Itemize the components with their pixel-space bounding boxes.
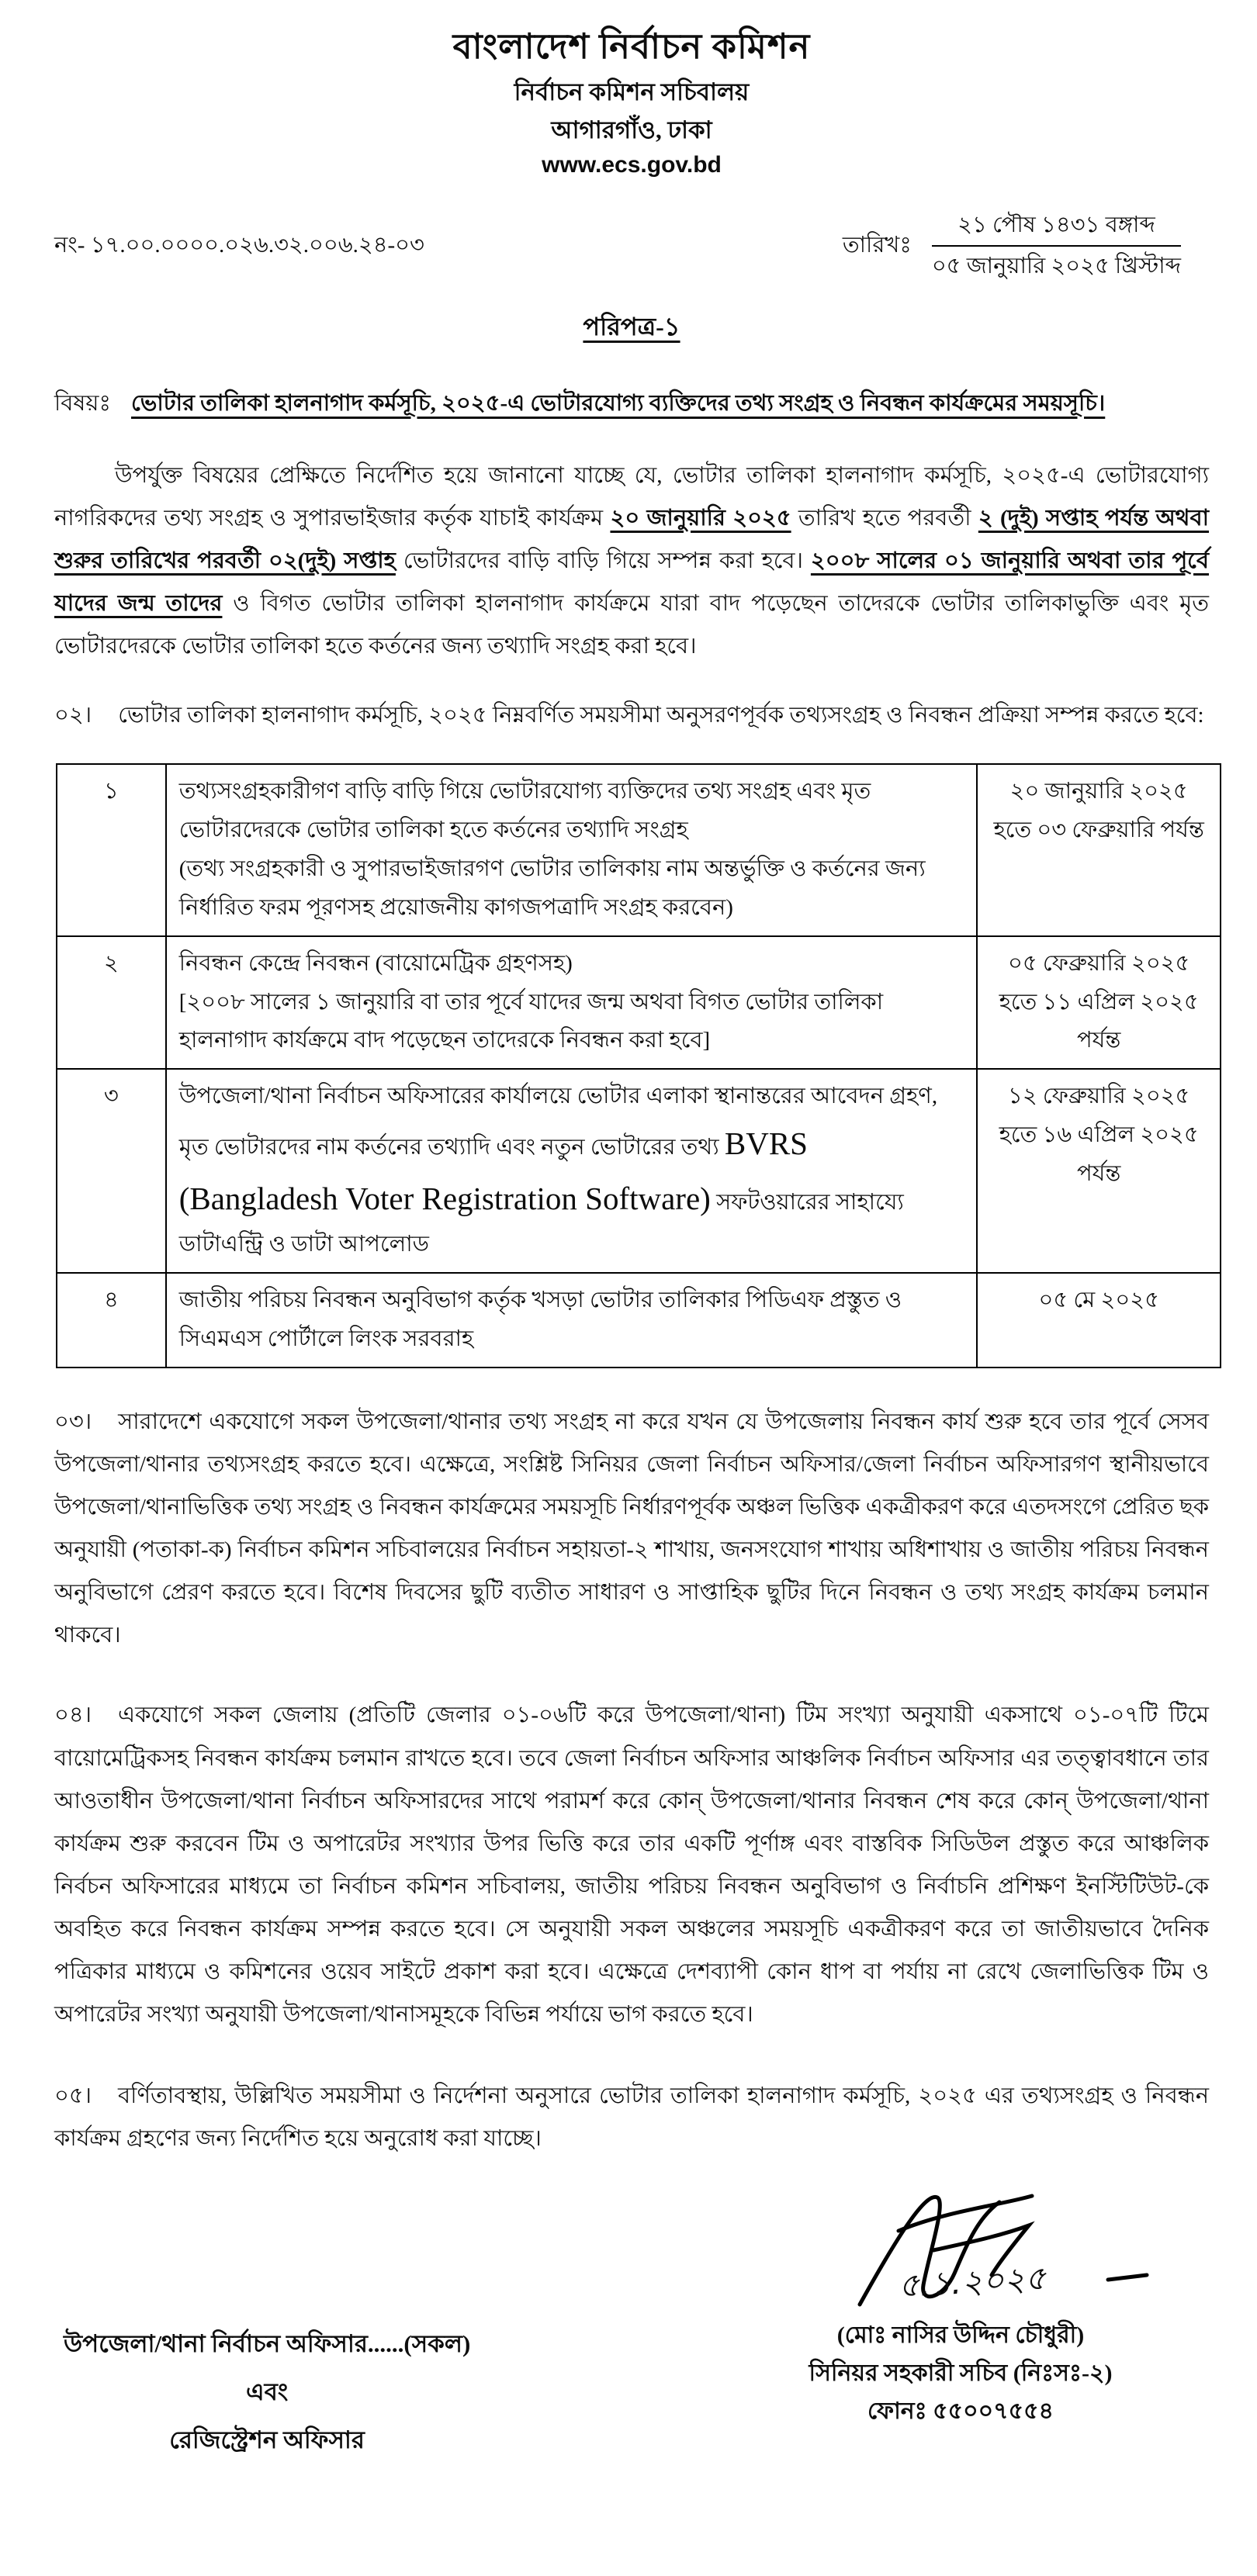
table-row bbox=[57, 764, 1221, 936]
distribution-block bbox=[64, 2320, 470, 2464]
activity-cell bbox=[166, 764, 978, 936]
paragraph-3-text: সারাদেশে একযোগে সকল উপজেলা/থানার তথ্য সংগ্রহ না করে যখন যে উপজেলায় নিবন্ধন কার্য শুরু হবে তার পূর্বে সেসব উপজেলা/থানার তথ্যসংগ্রহ করতে হবে। এক্ষেত্রে, সংশ্লিষ্ট সিনিয়র জেলা নির্বাচন অফিসার/জেলা নির্বাচন অফিসারগণ স্থানীয়ভাবে উপজেলা/থানাভিত্তিক তথ্য সংগ্রহ ও নিবন্ধন কার্যক্রমের সময়সূচি নির্ধারণপূর্বক অঞ্চল ভিত্তিক একত্রীকরণ করে এতদসংগে প্রেরিত ছক অনুযায়ী (পতাকা-ক) নির্বাচন কমিশন সচিবালয়ের নির্বাচন সহায়তা-২ শাখায়, জনসংযোগ শাখায় অধিশাখায় ও জাতীয় পরিচয় নিবন্ধন অনুবিভাগে প্রেরণ করতে হবে। বিশেষ দিবসের ছুটি ব্যতীত সাধারণ ও সাপ্তাহিক ছুটির দিনে নিবন্ধন ও তথ্য সংগ্রহ কার্যক্রম চলমান থাকবে। bbox=[54, 1409, 1209, 1648]
website-url: www.ecs.gov.bd bbox=[542, 152, 722, 178]
activity-note: [২০০৮ সালের ১ জানুয়ারি বা তার পূর্বে যাদের জন্ম অথবা বিগত ভোটার তালিকা হালনাগাদ কার্যক্রমে বাদ পড়েছেন তাদেরকে নিবন্ধন করা হবে] bbox=[178, 989, 884, 1053]
activity-main: নিবন্ধন কেন্দ্রে নিবন্ধন (বায়োমেট্রিক গ্রহণসহ) bbox=[178, 950, 573, 976]
ref-number: নং- ১৭.০০.০০০০.০২৬.৩২.০০৬.২৪-০৩ bbox=[54, 232, 424, 258]
signatory-lines bbox=[743, 2317, 1178, 2430]
activity-note: (তথ্য সংগ্রহকারী ও সুপারভাইজারগণ ভোটার তালিকায় নাম অন্তর্ভুক্তি ও কর্তনের জন্য নির্ধারিত ফরম পূরণসহ প্রয়োজনীয় কাগজপত্রাদি সংগ্রহ করবেন) bbox=[178, 856, 926, 920]
paragraph-4 bbox=[54, 1694, 1209, 2036]
date-label: তারিখঃ bbox=[842, 232, 912, 258]
paragraph-4-text: একযোগে সকল জেলায় (প্রতিটি জেলার ০১-০৬টি করে উপজেলা/থানা) টিম সংখ্যা অনুযায়ী একসাথে ০১-০৭টি টিমে বায়োমেট্রিকসহ নিবন্ধন কার্যক্রম চলমান রাখতে হবে। তবে জেলা নির্বাচন অফিসার আঞ্চলিক নির্বাচন অফিসার এর তত্ত্বাবধানে তার আওতাধীন উপজেলা/থানা নির্বাচন অফিসারদের সাথে পরামর্শ করে কোন্ উপজেলা/থানার নিবন্ধন শেষ করে কোন্ উপজেলা/থানা কার্যক্রম শুরু করবেন টিম ও অপারেটর সংখ্যার উপর ভিত্তি করে তার একটি পূর্ণাঙ্গ এবং বাস্তবিক সিডিউল প্রস্তুত করে আঞ্চলিক নির্বচন অফিসারের মাধ্যমে তা নির্বাচন কমিশন সচিবালয়, জাতীয় পরিচয় নিবন্ধন অনুবিভাগ ও নির্বাচনি প্রশিক্ষণ ইনস্টিটিউট-কে অবহিত করে নিবন্ধন কার্যক্রম সম্পন্ন করতে হবে। সে অনুযায়ী সকল অঞ্চলের সময়সূচি একত্রীকরণ করে তা জাতীয়ভাবে দৈনিক পত্রিকার মাধ্যমে ও কমিশনের ওয়েব সাইটে প্রকাশ করা হবে। এক্ষেত্রে দেশব্যাপী কোন ধাপ বা পর্যায় না রেখে জেলাভিত্তিক টিম ও অপারেটর সংখ্যা অনুযায়ী উপজেলা/থানাসমূহকে বিভিন্ন পর্যায়ে ভাগ করতে হবে। bbox=[54, 1703, 1209, 2028]
paragraph-1-highlight: ২০০৮ সালের ০১ জানুয়ারি অথবা তার পূর্বে যাদের জন্ম তাদের bbox=[54, 548, 1209, 616]
activity-main: সফটওয়ারের সাহায্যে ডাটাএন্ট্রি ও ডাটা আপলোড bbox=[178, 1189, 904, 1257]
paragraph-5 bbox=[54, 2075, 1209, 2160]
paragraph-number: ০২। bbox=[54, 703, 92, 728]
paragraph-1-text: ভোটারদের বাড়ি বাড়ি গিয়ে সম্পন্ন করা হবে। bbox=[395, 548, 811, 573]
schedule-table bbox=[56, 763, 1221, 1368]
activity-cell bbox=[166, 936, 978, 1070]
paragraph-3 bbox=[54, 1401, 1209, 1658]
footer-zone bbox=[54, 2188, 1209, 2553]
paragraph-2-intro bbox=[54, 694, 1209, 737]
table-row bbox=[57, 1273, 1221, 1368]
signature-block bbox=[743, 2188, 1178, 2430]
paragraph-1-text: ও বিগত ভোটার তালিকা হালনাগাদ কার্যক্রমে যারা বাদ পড়েছেন তাদেরকে ভোটার তালিকাভুক্তি এবং মৃত ভোটারদেরকে ভোটার তালিকা হতে কর্তনের জন্য তথ্যাদি সংগ্রহ করা হবে। bbox=[54, 590, 1210, 659]
activity-cell bbox=[166, 1273, 978, 1368]
date-stack bbox=[932, 209, 1181, 284]
paragraph-1-highlight: ২ (দুই) সপ্তাহ পর্যন্ত অথবা শুরুর তারিখের পরবর্তী ০২(দুই) সপ্তাহ bbox=[54, 505, 1210, 573]
letterhead bbox=[54, 22, 1209, 182]
paragraph-5-text: বর্ণিতাবস্থায়, উল্লিখিত সময়সীমা ও নির্দেশনা অনুসারে ভোটার তালিকা হালনাগাদ কর্মসূচি, ২০২৫ এর তথ্যসংগ্রহ ও নিবন্ধন কার্যক্রম গ্রহণের জন্য নির্দেশিত হয়ে অনুরোধ করা যাচ্ছে। bbox=[54, 2083, 1209, 2152]
serial-cell: ১ bbox=[57, 764, 166, 936]
subject-label: বিষয়ঃ bbox=[54, 390, 111, 416]
paragraph-1-text: উপর্যুক্ত বিষয়ের প্রেক্ষিতে নির্দেশিত হয়ে জানানো যাচ্ছে যে, ভোটার তালিকা হালনাগাদ কর্মসূচি, ২০২৫-এ ভোটারযোগ্য নাগরিকদের তথ্য সংগ্রহ ও সুপারভাইজার কর্তৃক যাচাই কার্যক্রম bbox=[54, 462, 1209, 531]
activity-main: তথ্যসংগ্রহকারীগণ বাড়ি বাড়ি গিয়ে ভোটারযোগ্য ব্যক্তিদের তথ্য সংগ্রহ এবং মৃত ভোটারদেরকে ভোটার তালিকা হতে কর্তনের তথ্যাদি সংগ্রহ bbox=[178, 779, 871, 843]
paragraph-1 bbox=[54, 455, 1209, 668]
paragraph-number: ০৩। bbox=[54, 1409, 92, 1434]
paragraph-1-text: তারিখ হতে পরবর্তী bbox=[791, 505, 978, 531]
distribution-line-1: উপজেলা/থানা নির্বাচন অফিসার......(সকল) bbox=[64, 2330, 471, 2358]
period-cell: ০৫ মে ২০২৫ bbox=[977, 1273, 1221, 1368]
period-cell: ০৫ ফেব্রুয়ারি ২০২৫ হতে ১১ এপ্রিল ২০২৫ পর্যন্ত bbox=[977, 936, 1221, 1070]
secretariat-line: নির্বাচন কমিশন সচিবালয় bbox=[514, 78, 750, 106]
date-gregorian: ০৫ জানুয়ারি ২০২৫ খ্রিস্টাব্দ bbox=[931, 254, 1181, 279]
address-line: আগারগাঁও, ঢাকা bbox=[551, 116, 712, 144]
period-cell: ২০ জানুয়ারি ২০২৫ হতে ০৩ ফেব্রুয়ারি পর্যন্ত bbox=[977, 764, 1221, 936]
table-row bbox=[57, 936, 1221, 1070]
handwritten-date: ৫.১.২০২৫ bbox=[897, 2259, 1048, 2305]
distribution-line-2: রেজিস্ট্রেশন অফিসার bbox=[169, 2426, 365, 2454]
activity-main: উপজেলা/থানা নির্বাচন অফিসারের কার্যালয়ে ভোটার এলাকা স্থানান্তরের আবেদন গ্রহণ, মৃত ভোটারদের নাম কর্তনের তথ্যাদি এবং নতুন ভোটারের তথ্য bbox=[178, 1084, 938, 1160]
activity-cell bbox=[166, 1069, 978, 1273]
activity-latin-term: BVRS (Bangladesh Voter Registration Software) bbox=[178, 1125, 808, 1216]
table-row bbox=[57, 1069, 1221, 1273]
signatory-phone: ফোনঃ ৫৫০০৭৫৫৪ bbox=[867, 2398, 1054, 2424]
org-title: বাংলাদেশ নির্বাচন কমিশন bbox=[452, 27, 811, 66]
signatory-designation: সিনিয়র সহকারী সচিব (নিঃসঃ-২) bbox=[809, 2360, 1113, 2386]
serial-cell: ৪ bbox=[57, 1273, 166, 1368]
serial-cell: ৩ bbox=[57, 1069, 166, 1273]
signatory-name: (মোঃ নাসির উদ্দিন চৌধুরী) bbox=[836, 2322, 1085, 2349]
date-bangla: ২১ পৌষ ১৪৩১ বঙ্গাব্দ bbox=[932, 209, 1181, 247]
subject-text: ভোটার তালিকা হালনাগাদ কর্মসূচি, ২০২৫-এ ভোটারযোগ্য ব্যক্তিদের তথ্য সংগ্রহ ও নিবন্ধন কার্যক্রমের সময়সূচি। bbox=[130, 390, 1106, 416]
distribution-conjunction: এবং bbox=[246, 2378, 289, 2406]
paragraph-number: ০৫। bbox=[54, 2083, 92, 2109]
paragraph-number: ০৪। bbox=[54, 1703, 92, 1728]
ref-date-row bbox=[54, 209, 1209, 284]
activity-main: জাতীয় পরিচয় নিবন্ধন অনুবিভাগ কর্তৃক খসড়া ভোটার তালিকার পিডিএফ প্রস্তুত ও সিএমএস পোর্টালে লিংক সরবরাহ bbox=[178, 1288, 902, 1351]
signature-art bbox=[743, 2188, 1178, 2312]
subject-row bbox=[54, 385, 1209, 424]
serial-cell: ২ bbox=[57, 936, 166, 1070]
period-cell: ১২ ফেব্রুয়ারি ২০২৫ হতে ১৬ এপ্রিল ২০২৫ পর্যন্ত bbox=[977, 1069, 1221, 1273]
date-block bbox=[843, 209, 1181, 284]
circular-title: পরিপত্র-১ bbox=[583, 312, 680, 341]
paragraph-2-text: ভোটার তালিকা হালনাগাদ কর্মসূচি, ২০২৫ নিম্নবর্ণিত সময়সীমা অনুসরণপূর্বক তথ্যসংগ্রহ ও নিবন্ধন প্রক্রিয়া সম্পন্ন করতে হবে: bbox=[118, 703, 1204, 728]
paragraph-1-highlight: ২০ জানুয়ারি ২০২৫ bbox=[610, 505, 791, 531]
